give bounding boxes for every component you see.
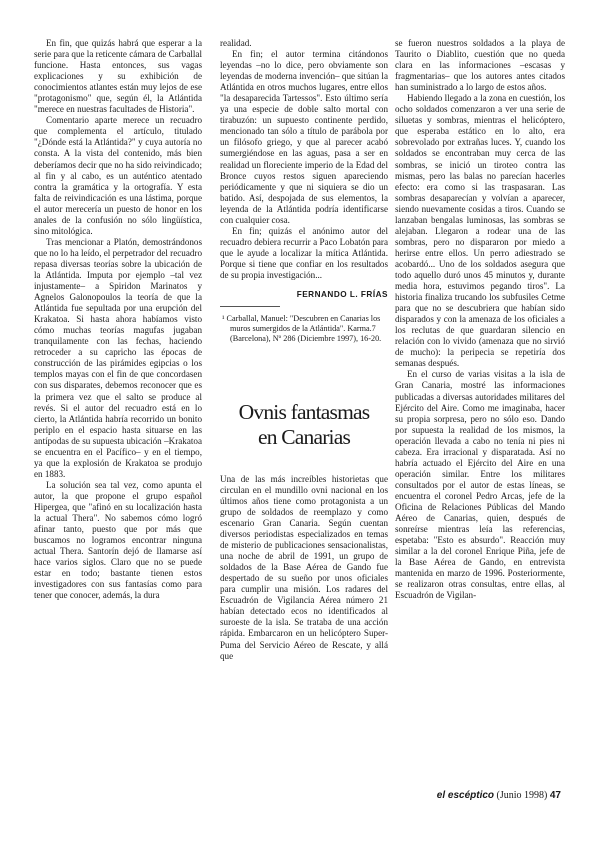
paragraph: realidad. — [220, 38, 252, 48]
footnote-divider — [220, 306, 280, 307]
footnote: ¹ Carballal, Manuel: "Descubren en Canarias los muros sumergidos de la Atlántida". Karma.7 (Barcelona), Nº 286 (Diciembre 1997), 16-20. — [222, 314, 382, 343]
column-2 — [220, 38, 388, 662]
paragraph: Habiendo llegado a la zona en cuestión, los ocho soldados comenzaron a ver una serie de siluetas y sombras, mientras el helicóptero, que esperaba estático en lo alto, era sobrevolado por extrañas luces. Y, cuando los soldados se encontraban muy cerca de las sombras, se inició un tiroteo contra las mismas, pero las balas no parecían hacerles efecto: era como si las traspasaran. Las sombras desaparecían y volvían a aparecer, siendo nuevamente cosidas a tiros. Cuando se lanzaban bengalas luminosas, las sombras se alejaban. Llegaron a rodear una de las sombras, pero no dispararon por miedo a herirse entre ellos. Un perro adiestrado se acobardó... Uno de los soldados asegura que todo aquello duró unos 45 minutos y, durante media hora, estuvimos pegando tiros". La historia finaliza trucando los subfusiles Cetme para que no se descubriera que habían sido disparados y con la amenaza de los oficiales a los reclutas de que guardaran silencio en relación con lo vivido (amenaza que no sirvió de mucho): la peripecia se repetiría dos semanas después. — [395, 93, 565, 369]
paragraph: La solución sea tal vez, como apunta el autor, la que propone el grupo español Hipergea, que "afinó en su localización hasta la actual Thera". No sabemos cómo logró afinar tanto, puesto que por más que buscamos no logramos encontrar ninguna actual Thera. Santorín dejó de llamarse así hace varios siglos. Claro que no se puede estar en todo; bastante tienen estos investigadores con sus fantasías como para tener que conocer, además, la dura — [34, 479, 202, 601]
section-body — [220, 474, 388, 662]
section-title — [220, 400, 388, 450]
section-title-line-2: en Canarias — [257, 424, 351, 449]
column-1 — [34, 38, 202, 601]
paragraph: Tras mencionar a Platón, demostrándonos que no lo ha leído, el perpetrador del recuadro repasa diversas teorías sobre la ubicación de la Atlántida. Imputa por ejemplo –tal vez injustamente– a Spiridon Marinatos y Agnelos Galonopoulos la teoría de que la Atlántida fue sepultada por una erupción del Krakatoa. Si hasta ahora habíamos visto cómo muchas teorías magufas jugaban tranquilamente con las fechas, haciendo retroceder a su capricho las épocas de construcción de las pirámides egipcias o los templos mayas con el fin de que concordasen con sus disparates, debemos reconocer que es la primera vez que el salto se produce al revés. Si el autor del recuadro está en lo cierto, la Atlántida habría recorrido un bonito periplo en el espacio hasta situarse en las antípodas de su supuesta ubicación –Krakatoa se encuentra en el Pacífico– y en el tiempo, ya que la explosión de Krakatoa se produjo en 1883. — [34, 236, 202, 479]
paragraph: se fueron nuestros soldados a la playa de Taurito o Diablito, cuestión que no queda clara en las informaciones –escasas y fragmentarias– que los autores antes citados han suministrado a lo largo de estos años. — [395, 38, 565, 93]
paragraph: En fin; quizás el anónimo autor del recuadro debiera recurrir a Paco Lobatón para que le ayude a localizar la mítica Atlántida. Porque si tiene que confiar en los resultados de su propia investigación... — [220, 225, 388, 280]
page-number: 47 — [549, 790, 561, 801]
paragraph: Una de las más increíbles historietas que circulan en el mundillo ovni nacional en los últimos años tiene como protagonista a un grupo de soldados de reemplazo y como escenario Gran Canaria. Según cuentan diversos periodistas especializados en temas de misterio de publicaciones sensacionalistas, una noche de abril de 1991, un grupo de soldados de la Base Aérea de Gando fue despertado de su sueño por unos oficiales para cumplir una misión. Los radares del Escuadrón de Vigilancia Aérea número 21 habían detectado ecos no identificados al suroeste de la isla. Se trataba de una acción rápida. Embarcaron en un helicóptero Super-Puma del Servicio Aéreo de Rescate, y allá que — [220, 473, 388, 661]
paragraph: Comentario aparte merece un recuadro que complementa el artículo, titulado "¿Dónde está la Atlántida?" y cuya autoría no consta. A la vista del contenido, más bien deberíamos decir que no ha sido reivindicado; al fin y al cabo, es un auténtico atentado contra la gramática y la ortografía. Y esta falta de reivindicación es una lástima, porque el autor merecería un puesto de honor en los anales de la confusión no sólo lingüística, sino mitológica. — [34, 115, 202, 236]
page-footer — [398, 790, 561, 801]
issue-date: (Junio 1998) — [496, 790, 548, 801]
column-3 — [395, 38, 565, 601]
paragraph: En fin, que quizás habrá que esperar a la serie para que la reticente cámara de Carballal funcione. Hasta entonces, sus vagas explicaciones y su exhibición de conocimientos atlantes están muy lejos de ese "protagonismo" que, según él, la Atlántida "merece en nuestras facultades de Historia". — [34, 38, 202, 115]
magazine-name: el escéptico — [436, 790, 495, 801]
paragraph: En fin; el autor termina citándonos leyendas –no lo dice, pero obviamente son leyendas de moderna invención– que sitúan la Atlántida en otros muchos lugares, entre ellos "la desaparecida Tartessos". Esto último sería ya una especie de doble salto mortal con tirabuzón: un supuesto continente perdido, mencionado tan sólo a título de parábola por un filósofo griego, y que al parecer acabó sumergiéndose en las aguas, pasa a ser en realidad un floreciente imperio de la Edad del Bronce cuyos restos siguen apareciendo periódicamente y que ni siquiera se dio un batido. Así, despojada de sus elementos, la leyenda de la Atlántida podría identificarse con cualquier cosa. — [220, 49, 388, 225]
section-title-line-1: Ovnis fantasmas — [238, 399, 370, 424]
paragraph: En el curso de varias visitas a la isla de Gran Canaria, mostré las informaciones publicadas a diversas autoridades militares del Ejército del Aire. Como me imaginaba, hacer su propia sorpresa, pero no sólo eso. Dando por supuesta la realidad de los mismos, la operación llevada a cabo no tenía ni pies ni cabeza. Era irracional y disparatada. Así no habría actuado el Ejército del Aire en una operación similar. Entre los militares consultados por el autor de estas líneas, se encuentra el coronel Pedro Arcas, jefe de la Oficina de Relaciones Públicas del Mando Aéreo de Canarias, quien, después de sonreírse mientras leía las referencias, espetaba: "Esto es absurdo". Reacción muy similar a la del coronel Enrique Piña, jefe de la Base Aérea de Gando, en entrevista mantenida en marzo de 1996. Posteriormente, se realizaron otras consultas, entre ellas, al Escuadrón de Vigilan- — [395, 369, 565, 601]
author-byline: FERNANDO L. FRÍAS — [296, 290, 388, 300]
